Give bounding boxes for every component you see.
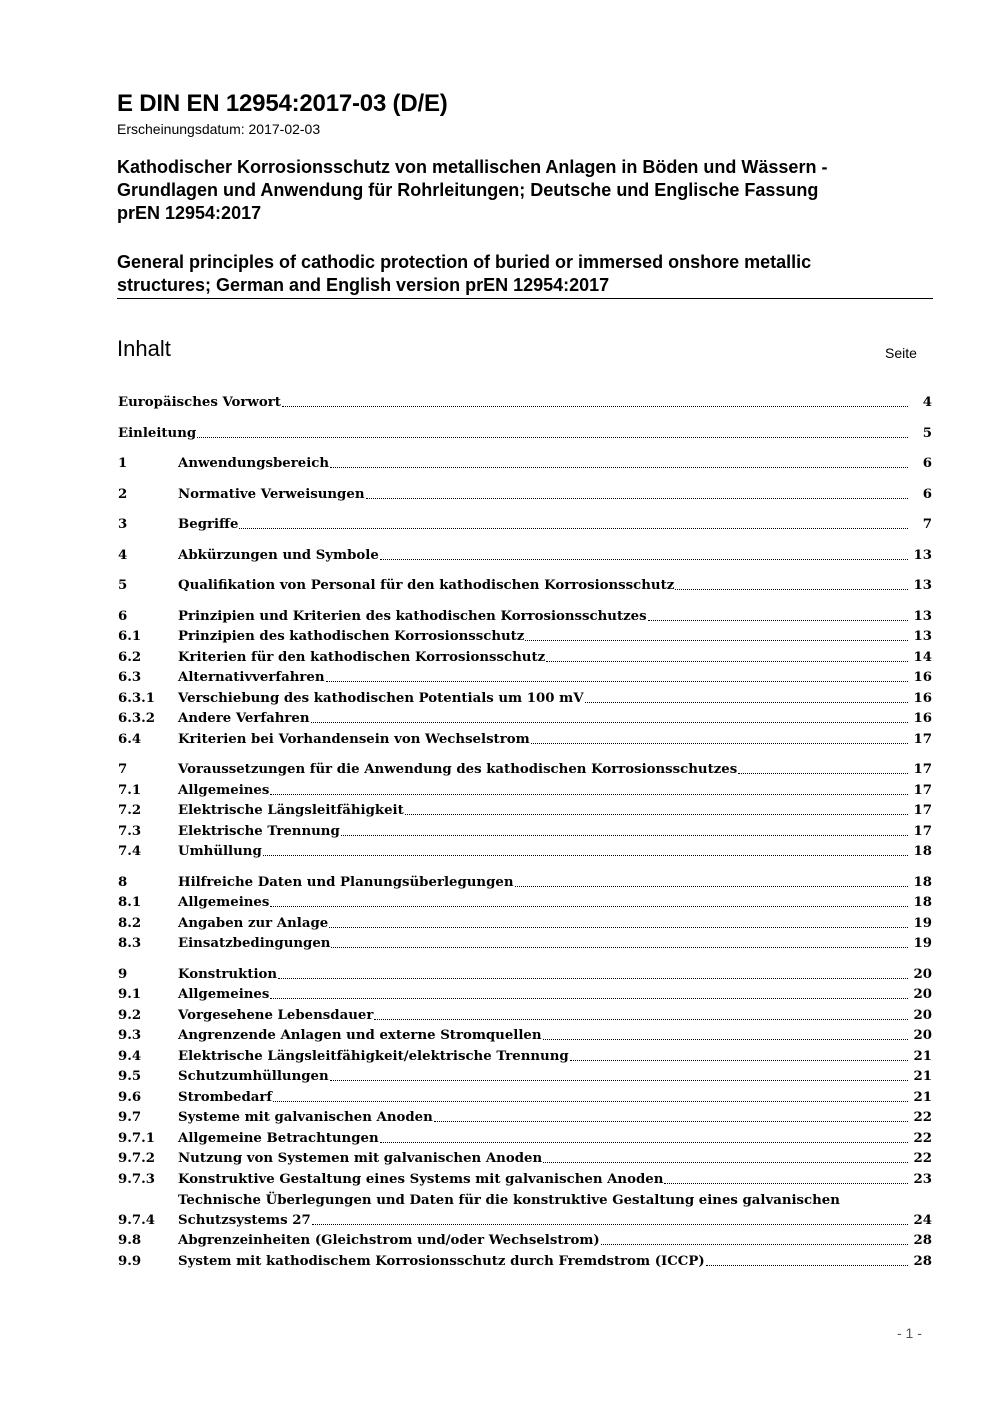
toc-dot-leader — [706, 1252, 908, 1266]
toc-entry[interactable] — [118, 873, 932, 893]
toc-dot-leader — [270, 985, 908, 999]
toc-entry-number: 3 — [118, 517, 128, 532]
toc-entry-title: Schutzumhüllungen — [178, 1069, 329, 1084]
toc-dot-leader — [312, 1211, 908, 1225]
toc-entry-page: 16 — [913, 670, 932, 685]
toc-entry-title: Konstruktive Gestaltung eines Systems mit galvanischen Anoden — [178, 1172, 664, 1187]
toc-entry-title: Allgemeines — [178, 987, 270, 1002]
toc-entry-page: 13 — [913, 609, 932, 624]
toc-entry[interactable] — [118, 668, 932, 688]
publication-date: Erscheinungsdatum: 2017-02-03 — [117, 121, 321, 137]
toc-entry[interactable] — [118, 1170, 932, 1190]
toc-dot-leader — [374, 1006, 908, 1020]
toc-entry-number: 9.7.2 — [118, 1151, 156, 1166]
toc-heading: Inhalt — [117, 336, 171, 361]
toc-entry-title: Begriffe — [178, 517, 239, 532]
toc-dot-leader — [331, 934, 908, 948]
toc-entry-number: 9.7.4 — [118, 1213, 156, 1228]
toc-entry[interactable] — [118, 546, 932, 566]
toc-dot-leader — [330, 1067, 908, 1081]
toc-entry-number: 9.2 — [118, 1008, 142, 1023]
toc-entry-page: 18 — [913, 844, 932, 859]
toc-entry-title: Voraussetzungen für die Anwendung des kathodischen Korrosionsschutzes — [178, 762, 738, 777]
toc-dot-leader — [282, 393, 908, 407]
toc-entry-title: Konstruktion — [178, 967, 278, 982]
toc-entry-page: 20 — [913, 987, 932, 1002]
toc-entry[interactable] — [118, 454, 932, 474]
toc-entry-title: Angrenzende Anlagen und externe Stromquellen — [178, 1028, 542, 1043]
toc-entry-title: Einsatzbedingungen — [178, 936, 331, 951]
toc-entry-number: 6.3.2 — [118, 711, 156, 726]
toc-entry-page: 17 — [913, 732, 932, 747]
toc-entry[interactable] — [118, 576, 932, 596]
toc-entry-number: 8.2 — [118, 916, 142, 931]
toc-entry[interactable] — [118, 1149, 932, 1169]
toc-entry-title: Umhüllung — [178, 844, 262, 859]
toc-dot-leader — [239, 515, 908, 529]
toc-entry[interactable] — [118, 822, 932, 842]
toc-entry-title: Abgrenzeinheiten (Gleichstrom und/oder Wechselstrom) — [178, 1233, 600, 1248]
toc-entry[interactable] — [118, 648, 932, 668]
toc-entry-page: 13 — [913, 578, 932, 593]
toc-entry-number: 9.6 — [118, 1090, 142, 1105]
toc-entry-title: Allgemeines — [178, 895, 270, 910]
toc-entry-page: 18 — [913, 875, 932, 890]
toc-entry[interactable] — [118, 965, 932, 985]
toc-entry-title: Nutzung von Systemen mit galvanischen Anoden — [178, 1151, 543, 1166]
toc-dot-leader — [664, 1170, 908, 1184]
toc-entry-title-line: Technische Überlegungen und Daten für die konstruktive Gestaltung eines galvanischen — [178, 1193, 840, 1208]
toc-entry-title: Anwendungsbereich — [178, 456, 330, 471]
toc-entry-page: 13 — [913, 629, 932, 644]
toc-entry-page: 22 — [913, 1131, 932, 1146]
toc-dot-leader — [585, 689, 908, 703]
toc-entry[interactable] — [118, 709, 932, 729]
toc-dot-leader — [515, 873, 908, 887]
toc-entry-title: Strombedarf — [178, 1090, 273, 1105]
toc-entry-page: 5 — [922, 426, 932, 441]
toc-entry[interactable] — [118, 1193, 932, 1231]
toc-entry-page: 21 — [913, 1049, 932, 1064]
english-title-line: structures; German and English version prEN 12954:2017 — [117, 275, 610, 295]
english-title-line: General principles of cathodic protection of buried or immersed onshore metallic — [117, 252, 812, 272]
toc-entry-page: 16 — [913, 691, 932, 706]
toc-entry[interactable] — [118, 485, 932, 505]
toc-entry-title: Elektrische Längsleitfähigkeit/elektrische Trennung — [178, 1049, 569, 1064]
toc-entry-title: Elektrische Trennung — [178, 824, 340, 839]
toc-entry-number: 6.4 — [118, 732, 142, 747]
toc-entry-title: Schutzsystems 27 — [178, 1213, 311, 1228]
toc-entry[interactable] — [118, 607, 932, 627]
toc-entry-title: Normative Verweisungen — [178, 487, 365, 502]
toc-entry[interactable] — [118, 985, 932, 1005]
toc-entry-title: System mit kathodischem Korrosionsschutz durch Fremdstrom (ICCP) — [178, 1254, 705, 1269]
toc-entry-page: 6 — [922, 456, 932, 471]
toc-entry-page: 28 — [913, 1254, 932, 1269]
toc-entry-page: 16 — [913, 711, 932, 726]
toc-dot-leader — [405, 801, 908, 815]
english-title — [117, 251, 932, 297]
toc-entry-number: 9.7.3 — [118, 1172, 156, 1187]
toc-entry-page: 22 — [913, 1151, 932, 1166]
toc-dot-leader — [326, 668, 908, 682]
german-title-line: prEN 12954:2017 — [117, 203, 262, 223]
toc-entry-number: 7.1 — [118, 783, 142, 798]
document-title: E DIN EN 12954:2017-03 (D/E) — [117, 90, 448, 117]
toc-entry-title: Kriterien für den kathodischen Korrosionsschutz — [178, 650, 546, 665]
toc-entry-number: 2 — [118, 487, 128, 502]
toc-entry[interactable] — [118, 1047, 932, 1067]
toc-dot-leader — [570, 1047, 908, 1061]
german-title — [117, 156, 932, 225]
toc-entry-number: 9.7 — [118, 1110, 142, 1125]
toc-entry[interactable] — [118, 393, 932, 413]
toc-entry-number: 6 — [118, 609, 128, 624]
page-column-label: Seite — [885, 345, 917, 361]
german-title-line: Grundlagen und Anwendung für Rohrleitungen; Deutsche und Englische Fassung — [117, 180, 819, 200]
toc-entry-page: 20 — [913, 1008, 932, 1023]
toc-dot-leader — [197, 424, 908, 438]
toc-entry-page: 21 — [913, 1090, 932, 1105]
page-number: - 1 - — [897, 1325, 922, 1341]
toc-entry-number: 8.1 — [118, 895, 142, 910]
toc-entry[interactable] — [118, 730, 932, 750]
toc-entry[interactable] — [118, 1088, 932, 1108]
toc-entry-title: Europäisches Vorwort — [118, 395, 281, 410]
toc-dot-leader — [543, 1026, 908, 1040]
title-divider — [117, 298, 933, 299]
toc-entry-page: 17 — [913, 824, 932, 839]
toc-entry-title: Allgemeine Betrachtungen — [178, 1131, 379, 1146]
toc-entry-title: Hilfreiche Daten und Planungsüberlegungen — [178, 875, 514, 890]
toc-dot-leader — [543, 1149, 908, 1163]
toc-entry-number: 7 — [118, 762, 128, 777]
german-title-line: Kathodischer Korrosionsschutz von metallischen Anlagen in Böden und Wässern - — [117, 157, 828, 177]
toc-entry-number: 9.5 — [118, 1069, 142, 1084]
toc-dot-leader — [648, 607, 908, 621]
toc-entry-number: 9.3 — [118, 1028, 142, 1043]
toc-entry-title: Prinzipien des kathodischen Korrosionsschutz — [178, 629, 525, 644]
toc-entry-number: 1 — [118, 456, 128, 471]
toc-entry[interactable] — [118, 760, 932, 780]
toc-dot-leader — [366, 485, 909, 499]
toc-entry-page: 17 — [913, 762, 932, 777]
toc-entry-title: Prinzipien und Kriterien des kathodischen Korrosionsschutzes — [178, 609, 647, 624]
toc-entry-page: 20 — [913, 967, 932, 982]
toc-entry[interactable] — [118, 1026, 932, 1046]
toc-entry-number: 4 — [118, 548, 128, 563]
toc-entry[interactable] — [118, 1231, 932, 1251]
toc-entry-number: 6.2 — [118, 650, 142, 665]
toc-dot-leader — [601, 1231, 908, 1245]
toc-dot-leader — [273, 1088, 908, 1102]
toc-entry[interactable] — [118, 627, 932, 647]
toc-entry-number: 6.3.1 — [118, 691, 156, 706]
toc-entry[interactable] — [118, 1252, 932, 1272]
toc-entry-number: 6.3 — [118, 670, 142, 685]
toc-entry-page: 4 — [922, 395, 932, 410]
toc-entry-title: Verschiebung des kathodischen Potentials um 100 mV — [178, 691, 584, 706]
toc-entry-title: Abkürzungen und Symbole — [178, 548, 379, 563]
toc-entry[interactable] — [118, 1006, 932, 1026]
toc-entry-page: 17 — [913, 803, 932, 818]
toc-entry-number: 8 — [118, 875, 128, 890]
toc-entry-number: 9.9 — [118, 1254, 142, 1269]
toc-entry[interactable] — [118, 1108, 932, 1128]
toc-dot-leader — [738, 760, 908, 774]
toc-entry-number: 7.3 — [118, 824, 142, 839]
toc-dot-leader — [329, 914, 908, 928]
toc-entry-title: Elektrische Längsleitfähigkeit — [178, 803, 404, 818]
toc-entry-number: 9 — [118, 967, 128, 982]
toc-dot-leader — [531, 730, 908, 744]
toc-dot-leader — [330, 454, 908, 468]
toc-entry-number: 7.4 — [118, 844, 142, 859]
toc-entry-title: Vorgesehene Lebensdauer — [178, 1008, 374, 1023]
toc-entry-title: Systeme mit galvanischen Anoden — [178, 1110, 433, 1125]
toc-dot-leader — [263, 842, 908, 856]
toc-entry[interactable] — [118, 1067, 932, 1087]
toc-dot-leader — [270, 893, 908, 907]
toc-entry-number: 9.8 — [118, 1233, 142, 1248]
toc-entry[interactable] — [118, 689, 932, 709]
toc-entry-page: 28 — [913, 1233, 932, 1248]
toc-entry-page: 24 — [913, 1213, 932, 1228]
toc-dot-leader — [270, 781, 908, 795]
toc-entry-number: 5 — [118, 578, 128, 593]
toc-entry-title: Einleitung — [118, 426, 197, 441]
toc-entry[interactable] — [118, 515, 932, 535]
toc-entry-title: Alternativverfahren — [178, 670, 325, 685]
toc-entry-page: 19 — [913, 936, 932, 951]
toc-entry-title: Angaben zur Anlage — [178, 916, 329, 931]
toc-entry[interactable] — [118, 914, 932, 934]
toc-entry-title: Allgemeines — [178, 783, 270, 798]
toc-entry-page: 13 — [913, 548, 932, 563]
toc-dot-leader — [546, 648, 908, 662]
toc-entry-page: 6 — [922, 487, 932, 502]
toc-entry[interactable] — [118, 842, 932, 862]
toc-entry-title: Qualifikation von Personal für den kathodischen Korrosionsschutz — [178, 578, 675, 593]
toc-dot-leader — [434, 1108, 908, 1122]
toc-entry[interactable] — [118, 424, 932, 444]
toc-entry-title: Kriterien bei Vorhandensein von Wechselstrom — [178, 732, 530, 747]
toc-entry[interactable] — [118, 893, 932, 913]
toc-entry-page: 21 — [913, 1069, 932, 1084]
toc-entry-page: 23 — [913, 1172, 932, 1187]
toc-entry-page: 17 — [913, 783, 932, 798]
toc-dot-leader — [278, 965, 908, 979]
toc-dot-leader — [341, 822, 908, 836]
toc-entry-number: 9.1 — [118, 987, 142, 1002]
toc-entry-number: 8.3 — [118, 936, 142, 951]
toc-dot-leader — [311, 709, 908, 723]
toc-entry-page: 19 — [913, 916, 932, 931]
toc-entry-title: Andere Verfahren — [178, 711, 310, 726]
toc-dot-leader — [675, 576, 908, 590]
toc-entry-page: 7 — [922, 517, 932, 532]
toc-entry-page: 22 — [913, 1110, 932, 1125]
toc-entry-page: 18 — [913, 895, 932, 910]
toc-entry[interactable] — [118, 801, 932, 821]
toc-entry-page: 20 — [913, 1028, 932, 1043]
toc-entry-number: 9.4 — [118, 1049, 142, 1064]
toc-entry-number: 9.7.1 — [118, 1131, 156, 1146]
toc-entry-number: 7.2 — [118, 803, 142, 818]
toc-dot-leader — [525, 627, 908, 641]
toc-entry-number: 6.1 — [118, 629, 142, 644]
toc-entry[interactable] — [118, 781, 932, 801]
toc-entry[interactable] — [118, 934, 932, 954]
toc-dot-leader — [380, 1129, 908, 1143]
toc-entry[interactable] — [118, 1129, 932, 1149]
toc-dot-leader — [380, 546, 908, 560]
toc-entry-page: 14 — [913, 650, 932, 665]
